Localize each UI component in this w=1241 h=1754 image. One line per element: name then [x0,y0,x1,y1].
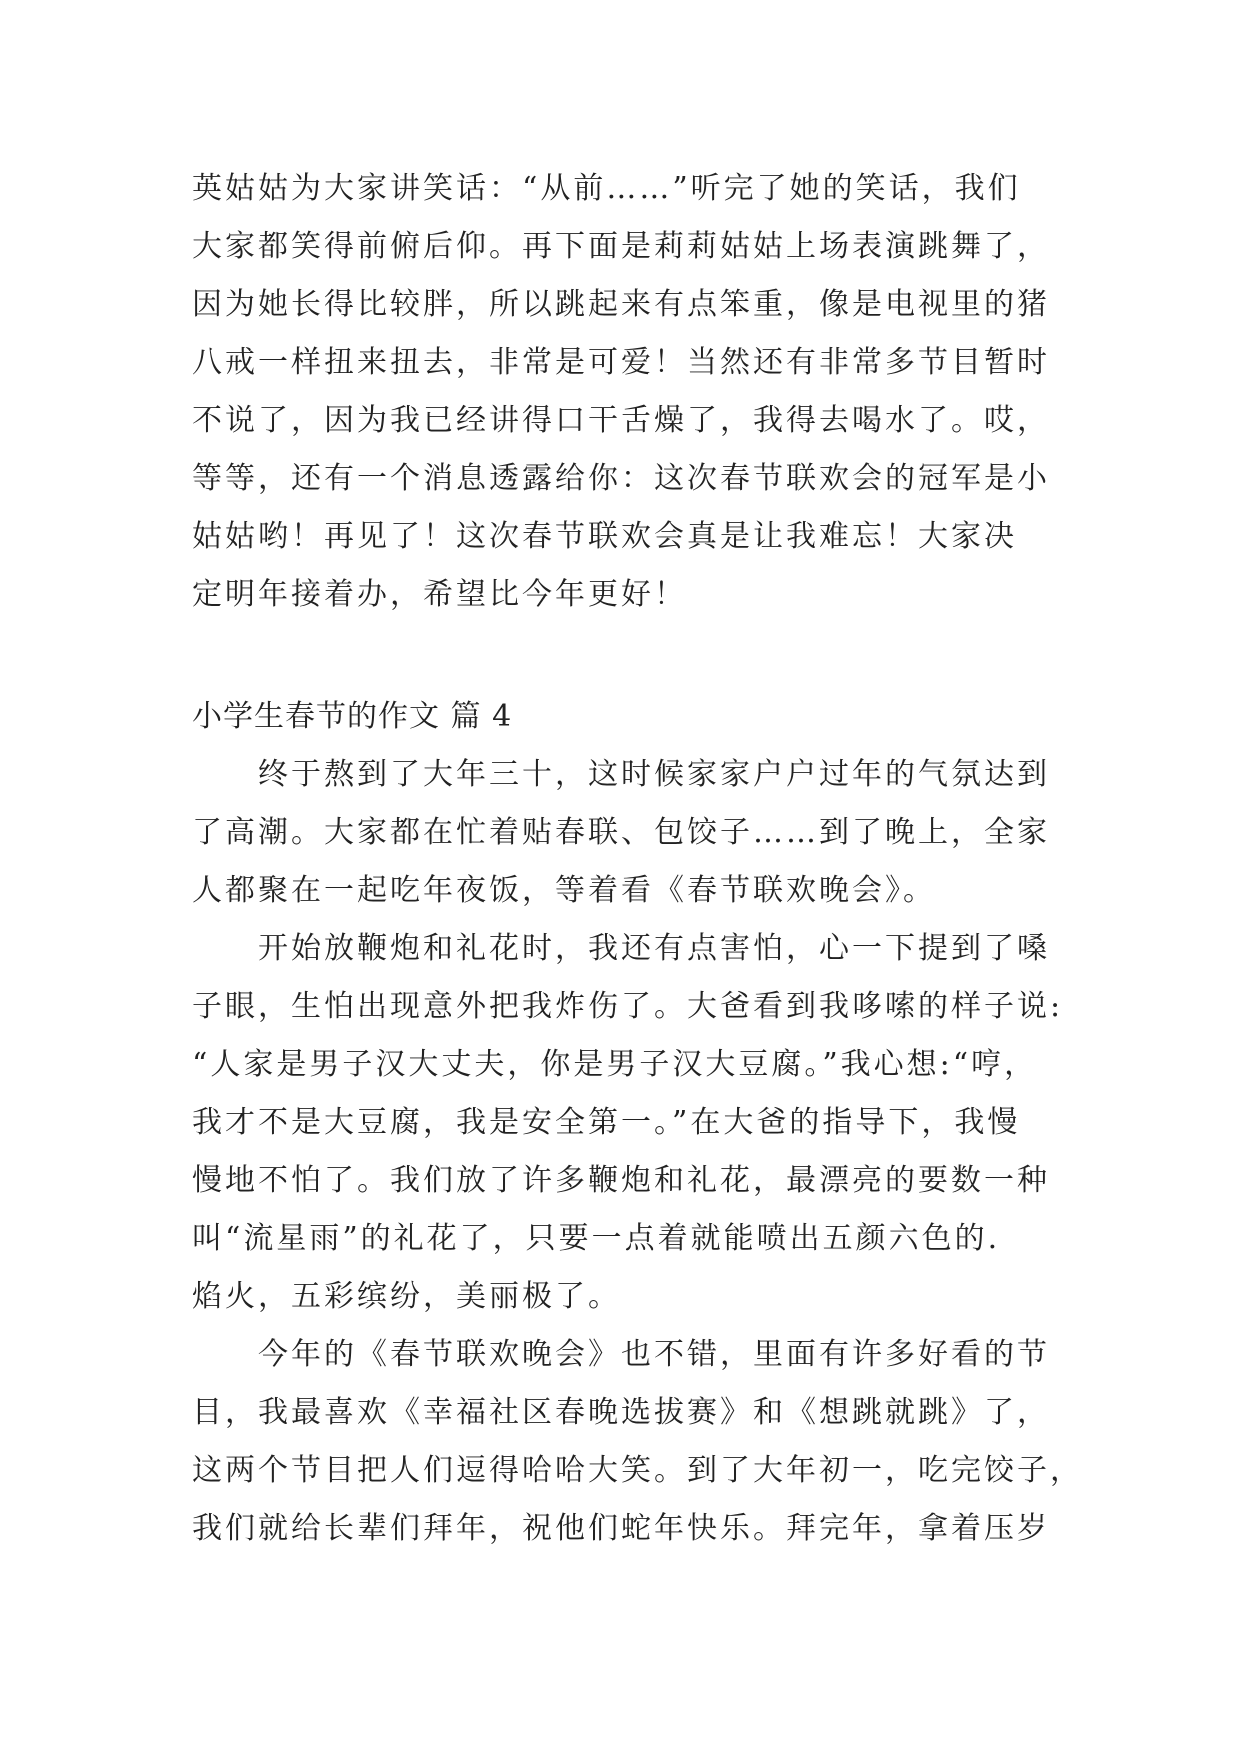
section-body [192,746,1083,1558]
continued-paragraph [192,160,1062,624]
text-line: 叫“流星雨”的礼花了，只要一点着就能喷出五颜六色的. [192,1221,1001,1256]
text-line: 我才不是大豆腐，我是安全第一。”在大爸的指导下，我慢 [192,1105,1021,1140]
text-line: 大家都笑得前俯后仰。再下面是莉莉姑姑上场表演跳舞了， [192,229,1050,264]
section-heading-text: 小学生春节的作文 篇 4 [192,699,513,734]
text-line: 目，我最喜欢《幸福社区春晚选拔赛》和《想跳就跳》了， [192,1395,1050,1430]
text-line: 因为她长得比较胖，所以跳起来有点笨重，像是电视里的猪 [192,287,1050,322]
text-line: 了高潮。大家都在忙着贴春联、包饺子……到了晚上，全家 [192,815,1050,850]
text-line: 人都聚在一起吃年夜饭，等着看《春节联欢晚会》。 [192,873,936,908]
section-heading [192,688,1062,746]
text-line: 今年的《春节联欢晚会》也不错，里面有许多好看的节 [192,1337,1050,1372]
text-line: 等等，还有一个消息透露给你：这次春节联欢会的冠军是小 [192,461,1050,496]
text-line: 焰火，五彩缤纷，美丽极了。 [192,1279,621,1314]
text-line: 姑姑哟！再见了！这次春节联欢会真是让我难忘！大家决 [192,519,1017,554]
text-line: 不说了，因为我已经讲得口干舌燥了，我得去喝水了。哎， [192,403,1050,438]
text-line: 定明年接着办，希望比今年更好！ [192,577,687,612]
text-line: 子眼，生怕出现意外把我炸伤了。大爸看到我哆嗦的样子说: [192,989,1064,1024]
text-line: 八戒一样扭来扭去，非常是可爱！当然还有非常多节目暂时 [192,345,1050,380]
text-line: 终于熬到了大年三十，这时候家家户户过年的气氛达到 [192,757,1050,792]
text-line: 我们就给长辈们拜年，祝他们蛇年快乐。拜完年，拿着压岁 [192,1511,1050,1546]
text-line: “人家是男子汉大丈夫，你是男子汉大豆腐。”我心想:“哼， [192,1047,1038,1082]
text-line: 英姑姑为大家讲笑话：“从前……”听完了她的笑话，我们 [192,171,1021,206]
text-line: 开始放鞭炮和礼花时，我还有点害怕，心一下提到了嗓 [192,931,1050,966]
text-line: 慢地不怕了。我们放了许多鞭炮和礼花，最漂亮的要数一种 [192,1163,1050,1198]
text-line: 这两个节目把人们逗得哈哈大笑。到了大年初一，吃完饺子， [192,1453,1083,1488]
